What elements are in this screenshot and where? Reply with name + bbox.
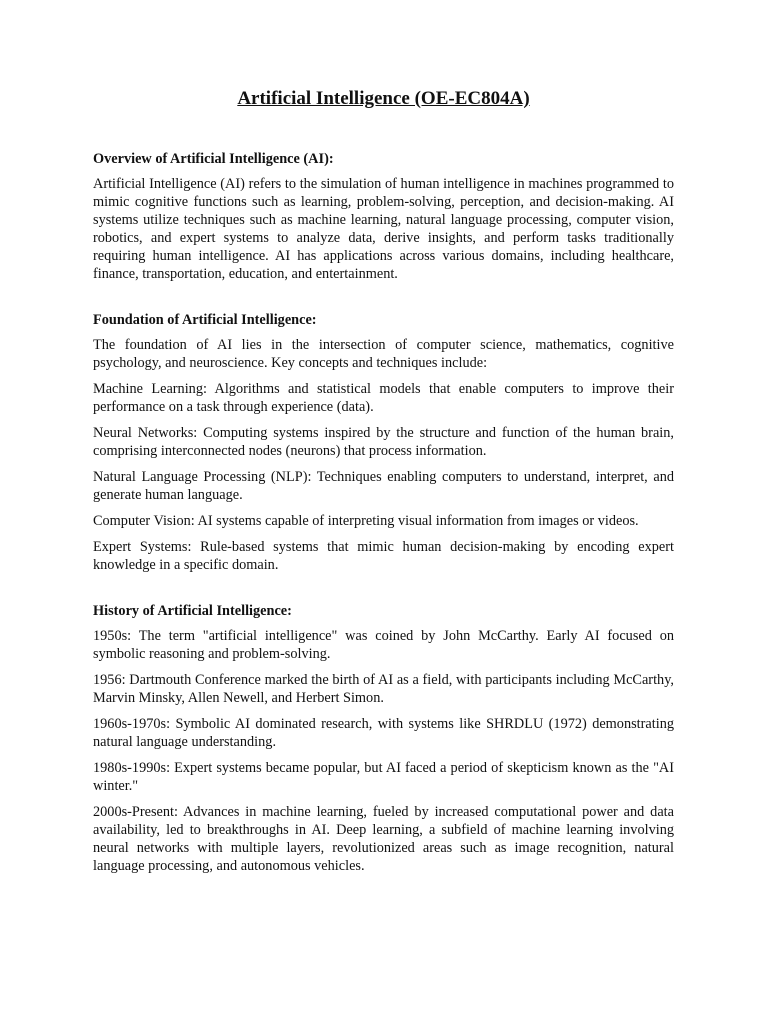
paragraph: Expert Systems: Rule-based systems that mimic human decision-making by encoding expert knowledge in a specific domain. xyxy=(93,539,674,573)
section-heading: Overview of Artificial Intelligence (AI): xyxy=(93,151,334,167)
paragraph: 1980s-1990s: Expert systems became popular, but AI faced a period of skepticism known as the "AI winter." xyxy=(93,760,674,794)
paragraph: Machine Learning: Algorithms and statistical models that enable computers to improve their performance on a task through experience (data). xyxy=(93,381,674,415)
section-heading: Foundation of Artificial Intelligence: xyxy=(93,312,317,328)
section-history xyxy=(93,602,674,875)
paragraph: Computer Vision: AI systems capable of interpreting visual information from images or videos. xyxy=(93,513,639,529)
section-foundation xyxy=(93,311,674,574)
document-title: Artificial Intelligence (OE-EC804A) xyxy=(237,88,530,109)
paragraph: 2000s-Present: Advances in machine learning, fueled by increased computational power and data availability, led to breakthroughs in AI. Deep learning, a subfield of machine learning involving neural networks with multiple layers, revolutionized areas such as image recognition, natural language processing, and autonomous vehicles. xyxy=(93,804,674,874)
document-page xyxy=(93,86,674,883)
paragraph: Natural Language Processing (NLP): Techniques enabling computers to understand, interpret, and generate human language. xyxy=(93,469,674,503)
paragraph: The foundation of AI lies in the intersection of computer science, mathematics, cognitive psychology, and neuroscience. Key concepts and techniques include: xyxy=(93,337,674,371)
paragraph: 1960s-1970s: Symbolic AI dominated research, with systems like SHRDLU (1972) demonstrating natural language understanding. xyxy=(93,716,674,750)
section-overview xyxy=(93,150,674,283)
paragraph: Artificial Intelligence (AI) refers to the simulation of human intelligence in machines programmed to mimic cognitive functions such as learning, problem-solving, perception, and decision-making. AI systems utilize techniques such as machine learning, natural language processing, computer vision, robotics, and expert systems to analyze data, derive insights, and perform tasks traditionally requiring human intelligence. AI has applications across various domains, including healthcare, finance, transportation, education, and entertainment. xyxy=(93,176,674,282)
paragraph: Neural Networks: Computing systems inspired by the structure and function of the human brain, comprising interconnected nodes (neurons) that process information. xyxy=(93,425,674,459)
section-heading: History of Artificial Intelligence: xyxy=(93,603,292,619)
paragraph: 1950s: The term "artificial intelligence" was coined by John McCarthy. Early AI focused on symbolic reasoning and problem-solving. xyxy=(93,628,674,662)
paragraph: 1956: Dartmouth Conference marked the birth of AI as a field, with participants including McCarthy, Marvin Minsky, Allen Newell, and Herbert Simon. xyxy=(93,672,674,706)
